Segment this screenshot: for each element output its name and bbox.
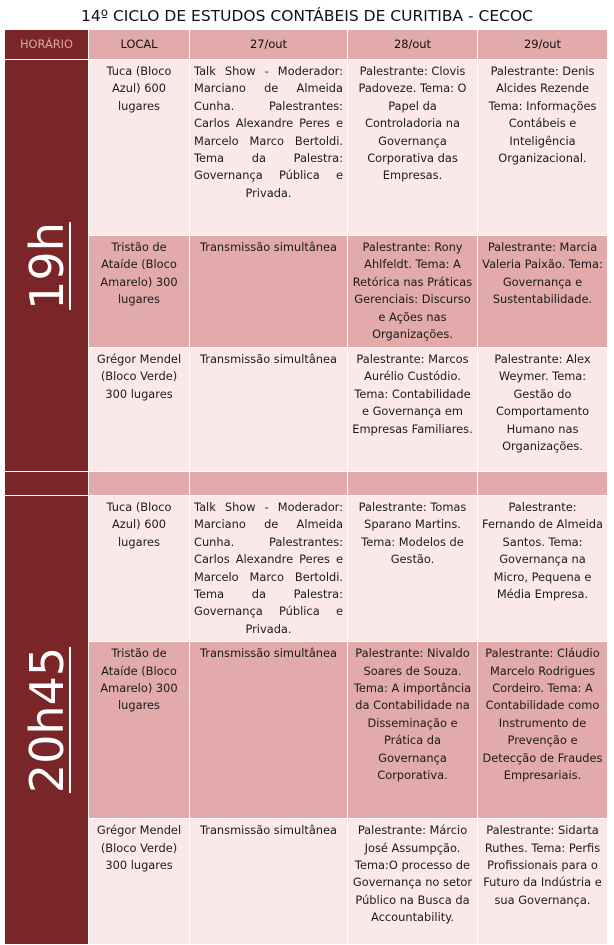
day1-cell: Transmissão simultânea xyxy=(190,236,348,348)
table-row xyxy=(5,819,608,945)
local-cell: Tuca (Bloco Azul) 600 lugares xyxy=(89,496,190,642)
table-row xyxy=(5,496,608,642)
day1-cell: Transmissão simultânea xyxy=(190,642,348,819)
day1-cell: Transmissão simultânea xyxy=(190,819,348,945)
separator-row xyxy=(5,472,608,496)
day3-cell: Palestrante: Sidarta Ruthes. Tema: Perfis Profissionais para o Futuro da Indústria e sua Governança. xyxy=(478,819,608,945)
header-day-3: 29/out xyxy=(478,30,608,60)
time-label: 19h xyxy=(19,221,74,310)
local-cell: Tuca (Bloco Azul) 600 lugares xyxy=(89,60,190,236)
local-cell: Tristão de Ataíde (Bloco Amarelo) 300 lugares xyxy=(89,236,190,348)
day2-cell: Palestrante: Márcio José Assumpção. Tema:O processo de Governança no setor Público na Busca da Accountability. xyxy=(348,819,478,945)
header-horario: HORÁRIO xyxy=(5,30,89,60)
time-slot-20h45 xyxy=(5,496,89,945)
table-row xyxy=(5,236,608,348)
table-row xyxy=(5,60,608,236)
time-slot-19h xyxy=(5,60,89,472)
day2-cell: Palestrante: Clovis Padoveze. Tema: O Papel da Controladoria na Governança Corporativa das Empresas. xyxy=(348,60,478,236)
header-day-1: 27/out xyxy=(190,30,348,60)
day1-cell: Talk Show - Moderador: Marciano de Almeida Cunha. Palestrantes: Carlos Alexandre Peres e Marcelo Marco Bertoldi. Tema da Palestra: Governança Pública e Privada. xyxy=(190,60,348,236)
table-row xyxy=(5,642,608,819)
day3-cell: Palestrante: Cláudio Marcelo Rodrigues Cordeiro. Tema: A Contabilidade como Instrumento de Prevenção e Detecção de Fraudes Empresariais. xyxy=(478,642,608,819)
day1-cell: Transmissão simultânea xyxy=(190,348,348,472)
day2-cell: Palestrante: Tomas Sparano Martins. Tema: Modelos de Gestão. xyxy=(348,496,478,642)
header-day-2: 28/out xyxy=(348,30,478,60)
header-row xyxy=(5,30,608,60)
day3-cell: Palestrante: Alex Weymer. Tema: Gestão do Comportamento Humano nas Organizações. xyxy=(478,348,608,472)
local-cell: Tristão de Ataíde (Bloco Amarelo) 300 lugares xyxy=(89,642,190,819)
day2-cell: Palestrante: Rony Ahlfeldt. Tema: A Retórica nas Práticas Gerenciais: Discurso e Ações nas Organizações. xyxy=(348,236,478,348)
local-cell: Grégor Mendel (Bloco Verde) 300 lugares xyxy=(89,819,190,945)
day2-cell: Palestrante: Marcos Aurélio Custódio. Tema: Contabilidade e Governança em Empresas Familiares. xyxy=(348,348,478,472)
day3-cell: Palestrante: Denis Alcides Rezende Tema: Informações Contábeis e Inteligência Organizacional. xyxy=(478,60,608,236)
schedule-table xyxy=(4,29,608,945)
day3-cell: Palestrante: Fernando de Almeida Santos. Tema: Governança na Micro, Pequena e Média Empresa. xyxy=(478,496,608,642)
header-local: LOCAL xyxy=(89,30,190,60)
local-cell: Grégor Mendel (Bloco Verde) 300 lugares xyxy=(89,348,190,472)
day2-cell: Palestrante: Nivaldo Soares de Souza. Tema: A importância da Contabilidade na Disseminação e Prática da Governança Corporativa. xyxy=(348,642,478,819)
day3-cell: Palestrante: Marcia Valeria Paixão. Tema: Governança e Sustentabilidade. xyxy=(478,236,608,348)
time-label: 20h45 xyxy=(19,647,74,794)
day1-cell: Talk Show - Moderador: Marciano de Almeida Cunha. Palestrantes: Carlos Alexandre Peres e Marcelo Marco Bertoldi. Tema da Palestra: Governança Pública e Privada. xyxy=(190,496,348,642)
page-title: 14º CICLO DE ESTUDOS CONTÁBEIS DE CURITIBA - CECOC xyxy=(81,7,533,25)
table-row xyxy=(5,348,608,472)
